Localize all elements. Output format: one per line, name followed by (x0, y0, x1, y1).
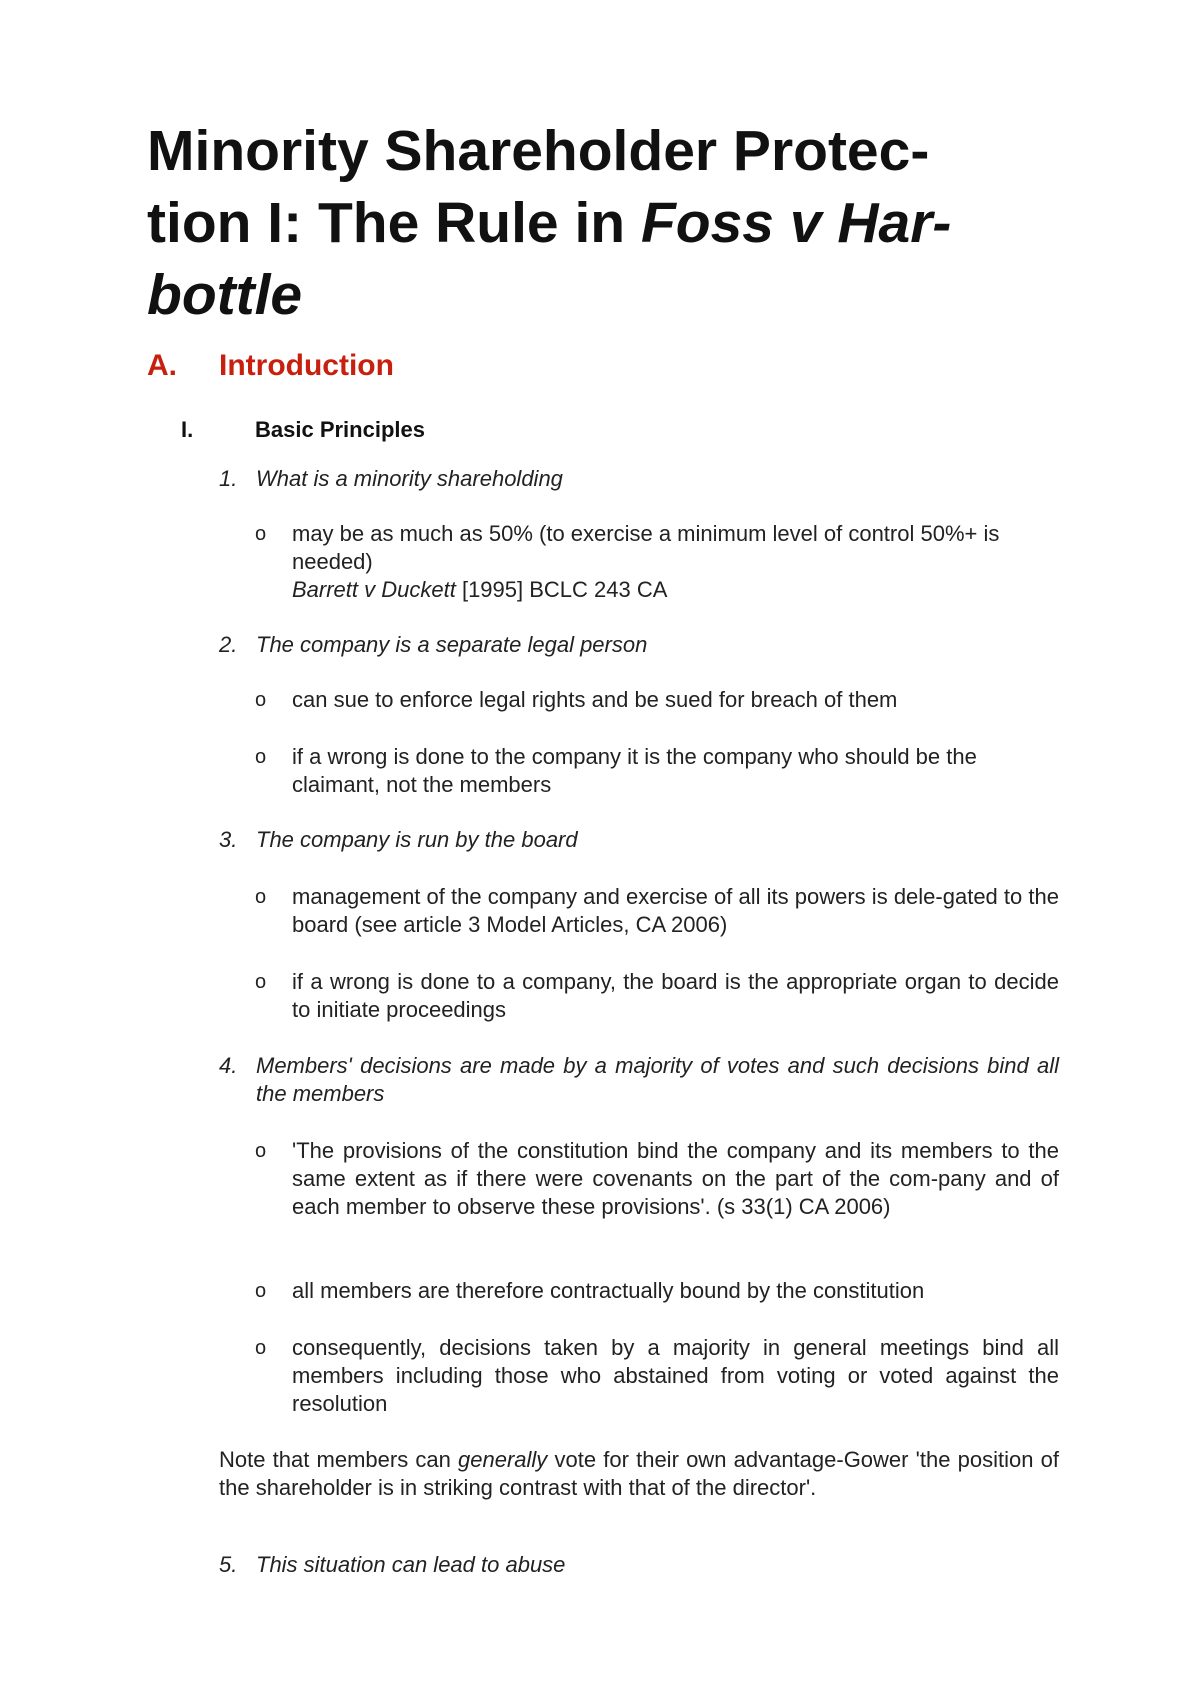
bullet-text: 'The provisions of the constitution bind the company and its members to the same extent as if there were covenants on the part of the com-pany and of each member to observe these provisions'. (s 33(1) CA 2006) (292, 1138, 1059, 1219)
bullet-marker: o (255, 689, 267, 711)
bullet-text: all members are therefore contractually bound by the constitution (292, 1278, 925, 1303)
subsection-title: Basic Principles (255, 417, 425, 442)
item-text: What is a minority shareholding (256, 466, 563, 491)
bullet-item (255, 686, 1059, 714)
item-number: 3. (219, 827, 238, 852)
bullet-marker: o (255, 1140, 267, 1162)
case-reference (292, 576, 1059, 604)
item-number: 4. (219, 1053, 238, 1078)
bullet-marker: o (255, 523, 267, 545)
title-case-name-part-1: Foss v Har- (640, 191, 952, 255)
note-text-start: Note that members can (219, 1447, 459, 1472)
bullet-text: if a wrong is done to the company it is the company who should be the claimant, not the members (292, 744, 977, 797)
bullet-text: may be as much as 50% (to exercise a minimum level of control 50%+ is needed) (292, 521, 1000, 574)
bullet-item (255, 1277, 1059, 1305)
bullet-item (255, 883, 1059, 939)
item-number: 5. (219, 1552, 238, 1577)
numbered-item-2 (219, 631, 1059, 659)
item-text: The company is run by the board (256, 827, 578, 852)
bullet-item (255, 743, 1059, 799)
bullet-text: consequently, decisions taken by a majority in general meetings bind all members including those who abstained from voting or voted against the resolution (292, 1335, 1059, 1416)
note-emphasis: generally (458, 1447, 548, 1472)
numbered-item-4 (219, 1052, 1059, 1108)
bullet-text: if a wrong is done to a company, the board is the appropriate organ to decide to initiate proceedings (292, 969, 1059, 1022)
item-number: 2. (219, 632, 238, 657)
bullet-marker: o (255, 1337, 267, 1359)
bullet-marker: o (255, 746, 267, 768)
note-text-end: vote for their own advantage-Gower 'the position of the shareholder is in striking contrast with that of the director'. (219, 1447, 1059, 1500)
subsection-heading-1 (181, 416, 425, 444)
case-name: Barrett v Duckett (292, 577, 456, 602)
bullet-marker: o (255, 971, 267, 993)
title-line-2: tion I: The Rule in (147, 191, 641, 255)
item-text: Members' decisions are made by a majority of votes and such decisions bind all the members (256, 1053, 1059, 1106)
bullet-text: can sue to enforce legal rights and be sued for breach of them (292, 687, 898, 712)
bullet-item (255, 968, 1059, 1024)
bullet-text: management of the company and exercise of all its powers is dele-gated to the board (see article 3 Model Articles, CA 2006) (292, 884, 1059, 937)
bullet-marker: o (255, 1280, 267, 1302)
numbered-item-1 (219, 465, 1059, 493)
item-text: This situation can lead to abuse (256, 1552, 566, 1577)
note-paragraph (219, 1446, 1059, 1502)
section-title: Introduction (219, 349, 394, 382)
section-letter: A. (147, 349, 177, 382)
case-citation: [1995] BCLC 243 CA (455, 577, 668, 602)
bullet-item (255, 520, 1059, 604)
bullet-marker: o (255, 886, 267, 908)
bullet-item (255, 1137, 1059, 1221)
subsection-numeral: I. (181, 417, 194, 442)
document-title (147, 115, 1047, 331)
section-heading-a (147, 347, 394, 385)
title-case-name-part-2: bottle (147, 263, 303, 327)
item-text: The company is a separate legal person (256, 632, 648, 657)
numbered-item-3 (219, 826, 1059, 854)
title-line-1: Minority Shareholder Protec- (147, 119, 930, 183)
bullet-item (255, 1334, 1059, 1418)
item-number: 1. (219, 466, 238, 491)
numbered-item-5 (219, 1551, 1059, 1579)
